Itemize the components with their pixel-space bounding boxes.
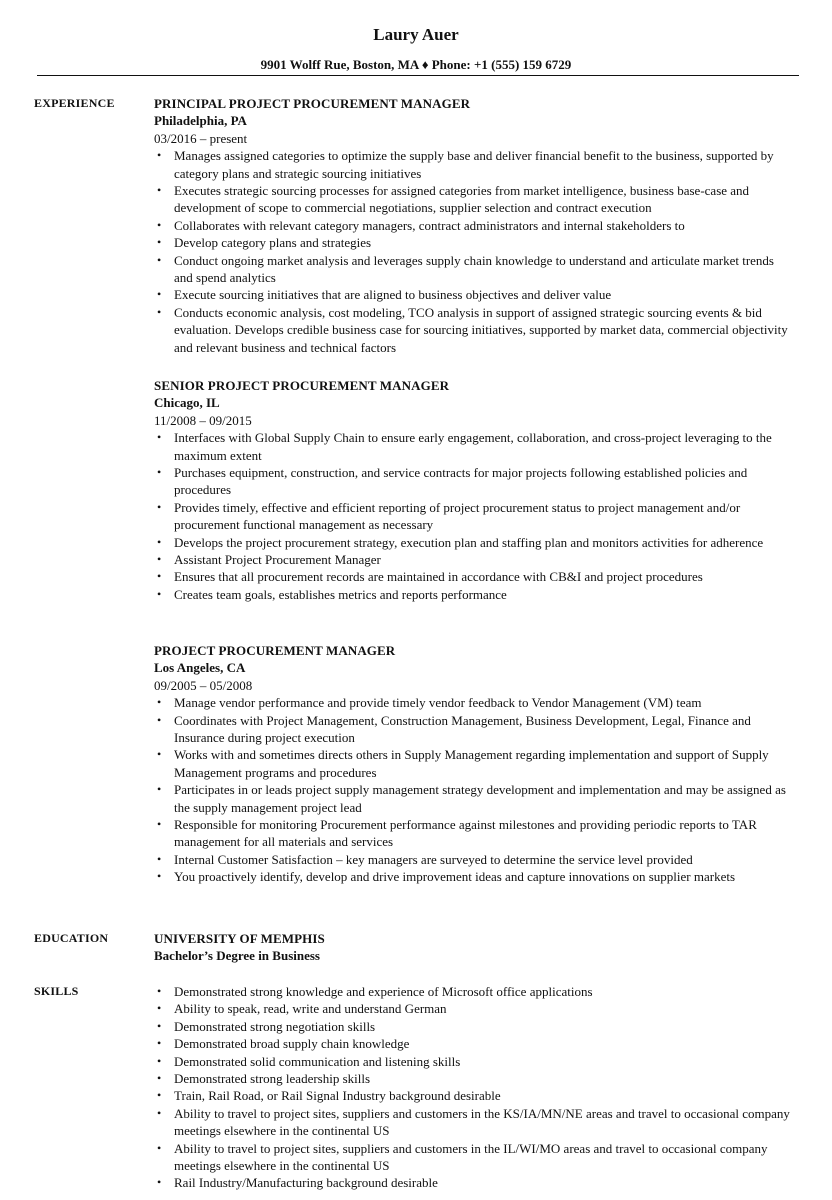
list-item (154, 252, 794, 287)
job-dates: 03/2016 – present (154, 130, 248, 146)
list-item (154, 1087, 794, 1104)
bullet-icon: • (157, 235, 162, 250)
bullet-icon: • (157, 534, 162, 549)
job-location: Los Angeles, CA (154, 660, 246, 676)
bullet-text: Execute sourcing initiatives that are aligned to business objectives and deliver value (174, 287, 612, 303)
job-entry (154, 642, 794, 886)
bullet-text: Manages assigned categories to optimize the supply base and deliver financial benefit to the business, supported by category plans and strategic sourcing initiatives (174, 148, 774, 181)
bullet-icon: • (157, 586, 162, 601)
bullet-icon: • (157, 1175, 162, 1190)
section-label-education: EDUCATION (34, 931, 109, 945)
bullet-icon: • (157, 1053, 162, 1068)
skill-text: Demonstrated strong leadership skills (174, 1071, 371, 1087)
bullet-icon: • (157, 1105, 162, 1120)
bullet-icon: • (157, 1071, 162, 1086)
skill-text: Ability to travel to project sites, suppliers and customers in the IL/WI/MO areas and travel to occasional company meetings elsewhere in the continental US (174, 1140, 768, 1174)
list-item (154, 147, 794, 182)
bullet-text: Provides timely, effective and efficient reporting of project procurement status to project management and/or procurement functional management as necessary (174, 499, 741, 533)
bullet-icon: • (157, 1140, 162, 1155)
skill-text: Rail Industry/Manufacturing background desirable (174, 1175, 438, 1191)
bullet-text: Manage vendor performance and provide timely vendor feedback to Vendor Management (VM) team (174, 695, 702, 711)
header-divider (37, 75, 799, 76)
bullet-text: Develop category plans and strategies (174, 235, 372, 251)
list-item (154, 1105, 794, 1140)
bullet-icon: • (157, 287, 162, 302)
skill-text: Demonstrated strong negotiation skills (174, 1018, 376, 1034)
bullet-text: Works with and sometimes directs others in Supply Management regarding implementation and support of Supply Management programs and procedures (174, 747, 769, 780)
list-item (154, 694, 794, 711)
bullet-icon: • (157, 695, 162, 710)
skills-list (154, 983, 794, 1192)
list-item (154, 499, 794, 534)
bullet-icon: • (157, 1036, 162, 1051)
bullet-text: Internal Customer Satisfaction – key managers are surveyed to determine the service level provided (174, 851, 693, 867)
school-name: UNIVERSITY OF MEMPHIS (154, 931, 325, 946)
list-item (154, 586, 794, 603)
contact-line: 9901 Wolff Rue, Boston, MA ♦ Phone: +1 (555) 159 6729 (260, 57, 572, 72)
bullet-icon: • (157, 851, 162, 866)
list-item (154, 429, 794, 464)
skills-list-block (154, 983, 794, 1192)
job-title: PRINCIPAL PROJECT PROCUREMENT MANAGER (154, 96, 471, 111)
job-location: Philadelphia, PA (154, 113, 247, 129)
job-dates: 09/2005 – 05/2008 (154, 677, 253, 693)
list-item (154, 1174, 794, 1191)
job-title: SENIOR PROJECT PROCUREMENT MANAGER (154, 378, 450, 393)
skill-text: Demonstrated broad supply chain knowledge (174, 1036, 410, 1052)
job-bullets (154, 429, 794, 603)
bullet-text: Interfaces with Global Supply Chain to ensure early engagement, collaboration, and cross-project leveraging to the maximum extent (174, 430, 772, 463)
list-item (154, 746, 794, 781)
bullet-icon: • (157, 984, 162, 998)
list-item (154, 534, 794, 551)
list-item (154, 304, 794, 356)
bullet-text: Collaborates with relevant category managers, contract administrators and internal stakeholders to (174, 217, 685, 233)
list-item (154, 868, 794, 885)
list-item (154, 464, 794, 499)
list-item (154, 286, 794, 303)
list-item (154, 1035, 794, 1052)
bullet-icon: • (157, 148, 162, 163)
bullet-icon: • (157, 747, 162, 762)
bullet-text: Conduct ongoing market analysis and leverages supply chain knowledge to understand and articulate market trends and spend analytics (174, 252, 774, 286)
list-item (154, 1053, 794, 1070)
list-item (154, 217, 794, 234)
job-bullets (154, 694, 794, 885)
job-dates: 11/2008 – 09/2015 (154, 412, 252, 428)
bullet-text: You proactively identify, develop and drive improvement ideas and capture innovations on supplier markets (174, 869, 736, 885)
list-item (154, 1000, 794, 1017)
bullet-text: Participates in or leads project supply management strategy development and implementation and may be assigned as the supply management project lead (174, 782, 786, 815)
bullet-text: Purchases equipment, construction, and service contracts for major projects following established policies and procedures (174, 465, 748, 498)
list-item (154, 851, 794, 868)
bullet-icon: • (157, 183, 162, 198)
bullet-icon: • (157, 869, 162, 884)
bullet-text: Develops the project procurement strategy, execution plan and staffing plan and monitors activities for adherence (174, 534, 764, 550)
bullet-text: Coordinates with Project Management, Construction Management, Business Development, Legal, Finance and Insurance during project execution (174, 712, 751, 746)
bullet-icon: • (157, 465, 162, 480)
job-entry (154, 377, 794, 603)
list-item (154, 816, 794, 851)
bullet-icon: • (157, 552, 162, 567)
list-item (154, 781, 794, 816)
section-label-experience: EXPERIENCE (34, 96, 115, 110)
skill-text: Demonstrated solid communication and listening skills (174, 1053, 461, 1069)
bullet-icon: • (157, 817, 162, 832)
education-entry (154, 930, 794, 965)
bullet-text: Creates team goals, establishes metrics and reports performance (174, 586, 507, 602)
bullet-icon: • (157, 569, 162, 584)
bullet-icon: • (157, 712, 162, 727)
job-location: Chicago, IL (154, 395, 220, 411)
bullet-icon: • (157, 430, 162, 445)
job-entry (154, 95, 794, 356)
candidate-name: Laury Auer (373, 25, 459, 44)
bullet-text: Responsible for monitoring Procurement performance against milestones and providing periodic reports to TAR management for all materials and services (174, 817, 757, 850)
skill-text: Demonstrated strong knowledge and experience of Microsoft office applications (174, 984, 593, 999)
job-bullets (154, 147, 794, 356)
bullet-icon: • (157, 1001, 162, 1016)
list-item (154, 1070, 794, 1087)
bullet-icon: • (157, 499, 162, 514)
list-item (154, 1018, 794, 1035)
section-label-skills: SKILLS (34, 984, 79, 998)
bullet-icon: • (157, 252, 162, 267)
bullet-text: Ensures that all procurement records are maintained in accordance with CB&I and project procedures (174, 569, 703, 585)
bullet-icon: • (157, 782, 162, 797)
list-item (154, 182, 794, 217)
bullet-icon: • (157, 304, 162, 319)
skill-text: Train, Rail Road, or Rail Signal Industry background desirable (174, 1088, 501, 1104)
bullet-icon: • (157, 1088, 162, 1103)
list-item (154, 551, 794, 568)
list-item (154, 568, 794, 585)
bullet-icon: • (157, 217, 162, 232)
list-item (154, 1140, 794, 1175)
skill-text: Ability to travel to project sites, suppliers and customers in the KS/IA/MN/NE areas and travel to occasional company meetings elsewhere in the continental US (174, 1105, 790, 1139)
job-title: PROJECT PROCUREMENT MANAGER (154, 643, 396, 658)
skill-text: Ability to speak, read, write and understand German (174, 1001, 447, 1017)
degree: Bachelor’s Degree in Business (154, 948, 320, 964)
list-item (154, 712, 794, 747)
bullet-text: Executes strategic sourcing processes for assigned categories from market intelligence, business base-case and development of scope to commercial negotiations, supplier selection and contract execution (174, 183, 750, 216)
list-item (154, 983, 794, 1000)
bullet-text: Assistant Project Procurement Manager (174, 552, 381, 568)
list-item (154, 234, 794, 251)
bullet-icon: • (157, 1018, 162, 1033)
bullet-text: Conducts economic analysis, cost modeling, TCO analysis in support of assigned strategic sourcing events & bid evaluation. Develops credible business case for sourcing initiatives, supported by market data, commercial objectivity and relevant business and technical factors (174, 304, 788, 355)
